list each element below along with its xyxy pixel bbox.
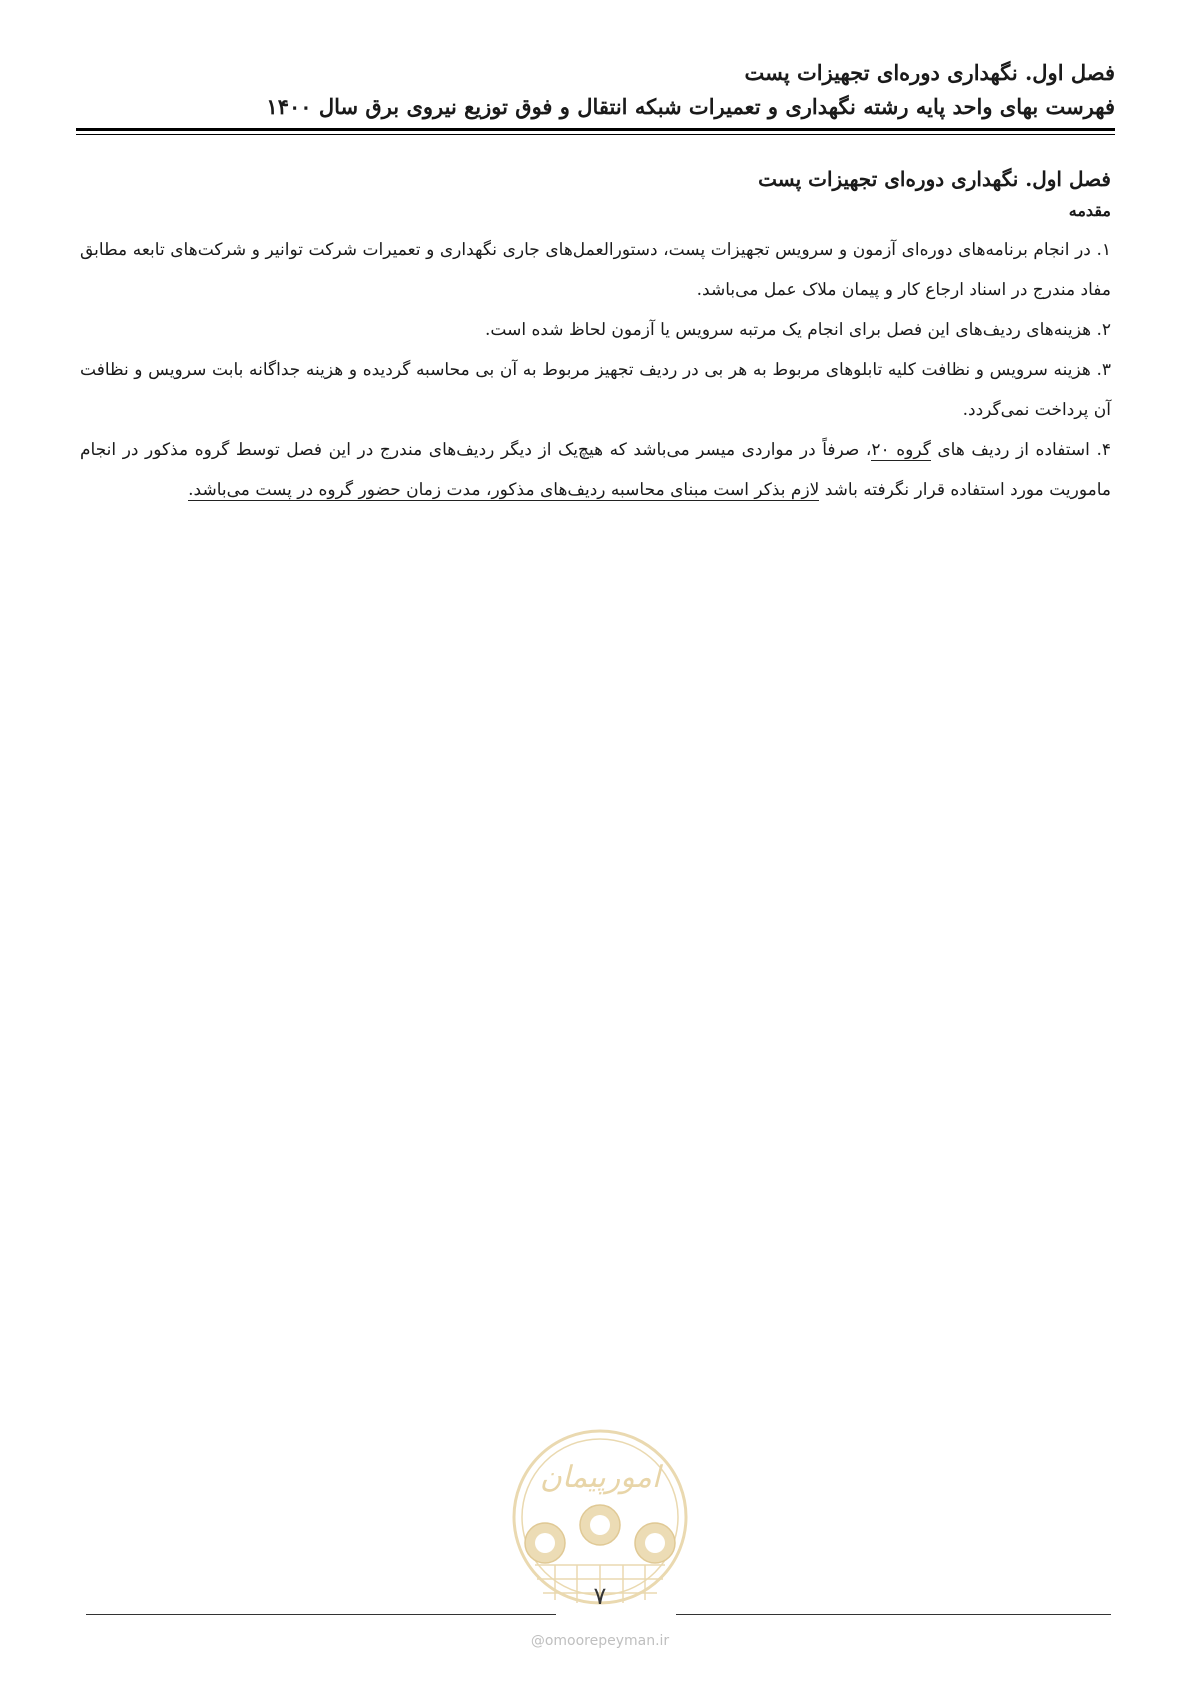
underlined-group-ref: گروه ۲۰ (871, 440, 931, 460)
underlined-note: لازم بذکر است مبنای محاسبه ردیف‌های مذکور، مدت زمان حضور گروه در پست می‌باشد. (188, 480, 820, 500)
footer-divider-left (86, 1614, 556, 1615)
header-divider-thin (76, 134, 1115, 135)
paragraph-2: ۲. هزینه‌های ردیف‌های این فصل برای انجام یک مرتبه سرویس یا آزمون لحاظ شده است. (485, 320, 1111, 340)
footer-divider-right (676, 1614, 1111, 1615)
watermark-url: @omoorepeyman.ir (530, 1633, 670, 1649)
section-subtitle: مقدمه (1068, 201, 1111, 220)
header-document-title: فهرست بهای واحد پایه رشته نگهداری و تعمیرات شبکه انتقال و فوق توزیع نیروی برق سال ۱۴۰۰ (266, 94, 1115, 119)
paragraph-4 (80, 430, 1111, 510)
seal-text: امورپیمان (539, 1460, 661, 1495)
header-divider-thick (76, 128, 1115, 131)
paragraph-3: ۳. هزینه سرویس و نظافت کلیه تابلوهای مربوط به هر بی در ردیف تجهیز مربوط به آن بی محاسبه گردیده و هزینه جداگانه بابت سرویس و نظافت آن پرداخت نمی‌گردد. (80, 360, 1111, 420)
paragraph-4-part-c: ، صرفاً در مواردی میسر می‌باشد که هیچ‌یک از دیگر ردیف‌های مندرج در این فصل توسط گروه مذکور در انجام ماموریت مورد استفاده قرار نگرفته باشد (80, 440, 1111, 500)
paragraph-1: ۱. در انجام برنامه‌های دوره‌ای آزمون و سرویس تجهیزات پست، دستورالعمل‌های جاری نگهداری و تعمیرات شرکت توانیر و شرکت‌های تابعه مطابق مفاد مندرج در اسناد ارجاع کار و پیمان ملاک عمل می‌باشد. (80, 240, 1111, 300)
section-title: فصل اول. نگهداری دوره‌ای تجهیزات پست (758, 167, 1111, 191)
paragraph-4-part-a: ۴. استفاده از ردیف های (930, 440, 1111, 460)
page-content (80, 162, 1111, 510)
page-number: ۷ (593, 1582, 607, 1610)
header-chapter-title: فصل اول. نگهداری دوره‌ای تجهیزات پست (744, 60, 1115, 85)
page-header (80, 56, 1115, 124)
